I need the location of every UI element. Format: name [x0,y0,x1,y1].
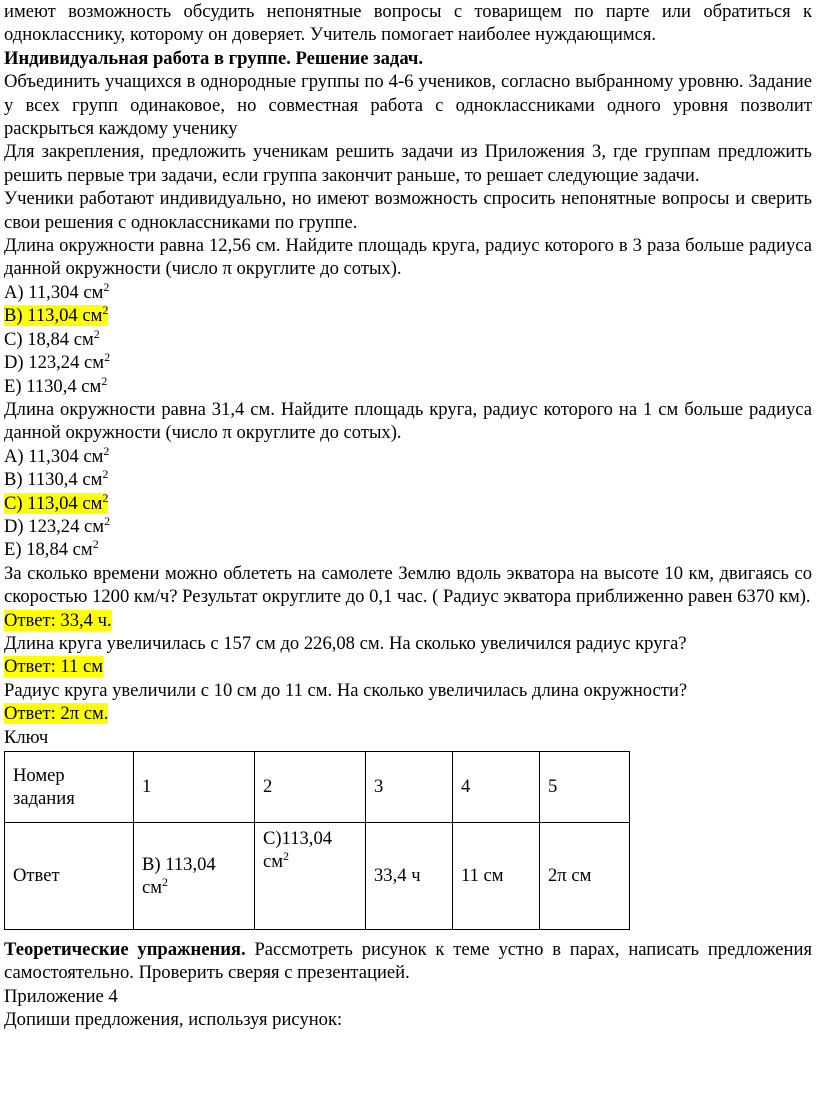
table-row [5,752,630,823]
grouping-paragraph: Объединить учащихся в однородные группы по 4-6 учеников, согласно выбранному уровню. Задание у всех групп одинаковое, но совместная работа с одноклассниками одного уровня позволит раскрыться каждому ученику [4,71,812,140]
theory-heading: Теоретические упражнения. [4,939,246,960]
answer-label-cell: Ответ [5,823,134,930]
problem-1-option-a: A) 11,304 $см^2$ [4,279,110,303]
task-number-cell: 1 [134,752,255,823]
problem-5-question: Радиус круга увеличили с 10 см до 11 см. На сколько увеличилась длина окружности? [4,679,688,701]
problem-1 [4,234,812,398]
header-label-cell: Номер задания [5,752,134,823]
highlighted-answer: C) 113,04 $см^2$ [4,490,109,514]
intro-paragraph: имеют возможность обсудить непонятные вопросы с товарищем по парте или обратиться к однокласснику, которому он доверяет. Учитель помогает наиболее нуждающимся. [4,1,812,46]
problem-2-question: Длина окружности равна 31,4 см. Найдите площадь круга, радиус которого на 1 см больше радиуса данной окружности (число π округлите до сотых). [4,398,812,444]
answer-cell: 11 см [453,823,540,930]
task-number-cell: 4 [453,752,540,823]
problem-2 [4,398,812,562]
task-number-cell: 2 [255,752,366,823]
instruction-text: Допиши предложения, используя рисунок: [4,1009,343,1031]
section-heading: Индивидуальная работа в группе. Решение задач. [4,47,424,69]
problem-1-option-d: D) 123,24 $см^2$ [4,350,111,374]
consolidation-paragraph: Для закрепления, предложить ученикам решить задачи из Приложения 3, где группам предложить решить первые три задачи, если группа закончит раньше, то решает следующие задачи. [4,141,812,186]
key-title: Ключ [4,726,49,748]
appendix-label: Приложение 4 [4,985,118,1007]
answer-cell: 2π см [540,823,630,930]
answer-cell: B) 113,04 $см^2$ [134,823,255,930]
problem-2-option-c [4,492,812,515]
highlighted-answer: B) 113,04 $см^2$ [4,303,109,327]
problem-2-option-e: E) 18,84 $см^2$ [4,537,99,561]
problem-1-question: Длина окружности равна 12,56 см. Найдите площадь круга, радиус которого в 3 раза больше радиуса данной окружности (число π округлите до сотых). [4,235,812,280]
problem-2-option-a: A) 11,304 $см^2$ [4,443,110,467]
individual-paragraph: Ученики работают индивидуально, но имеют возможность спросить непонятные вопросы и сверить свои решения с одноклассниками по группе. [4,188,812,233]
answer-cell: 33,4 ч [366,823,453,930]
problem-1-option-e: E) 1130,4 $см^2$ [4,373,108,397]
problem-2-option-d: D) 123,24 $см^2$ [4,513,111,537]
theory-paragraph [4,938,812,985]
answer-key-table [4,751,630,930]
superscript: 2 [103,279,110,294]
problem-3-answer: Ответ: 33,4 ч. [4,609,112,631]
problem-1-option-b [4,304,812,327]
problem-5-answer: Ответ: 2π см. [4,703,109,725]
problem-4-question: Длина круга увеличилась с 157 см до 226,08 см. На сколько увеличился радиус круга? [4,632,687,654]
table-row [5,823,630,930]
problem-2-option-b: B) 1130,4 $см^2$ [4,467,109,491]
document-page [4,0,812,1032]
problem-1-option-c: C) 18,84 $см^2$ [4,326,100,350]
task-number-cell: 5 [540,752,630,823]
problem-3-question: За сколько времени можно облететь на самолете Землю вдоль экватора на высоте 10 км, двигаясь со скоростью 1200 км/ч? Результат округлите до 0,1 час. ( Радиус экватора приближенно равен 6370 км). [4,562,812,608]
problem-4-answer: Ответ: 11 см [4,656,103,678]
answer-cell: C)113,04 $см^2$ [255,823,366,930]
theory-text: Рассмотреть рисунок к теме устно в парах, написать предложения самостоятельно. Проверить сверяя с презентацией. [4,939,812,984]
task-number-cell: 3 [366,752,453,823]
